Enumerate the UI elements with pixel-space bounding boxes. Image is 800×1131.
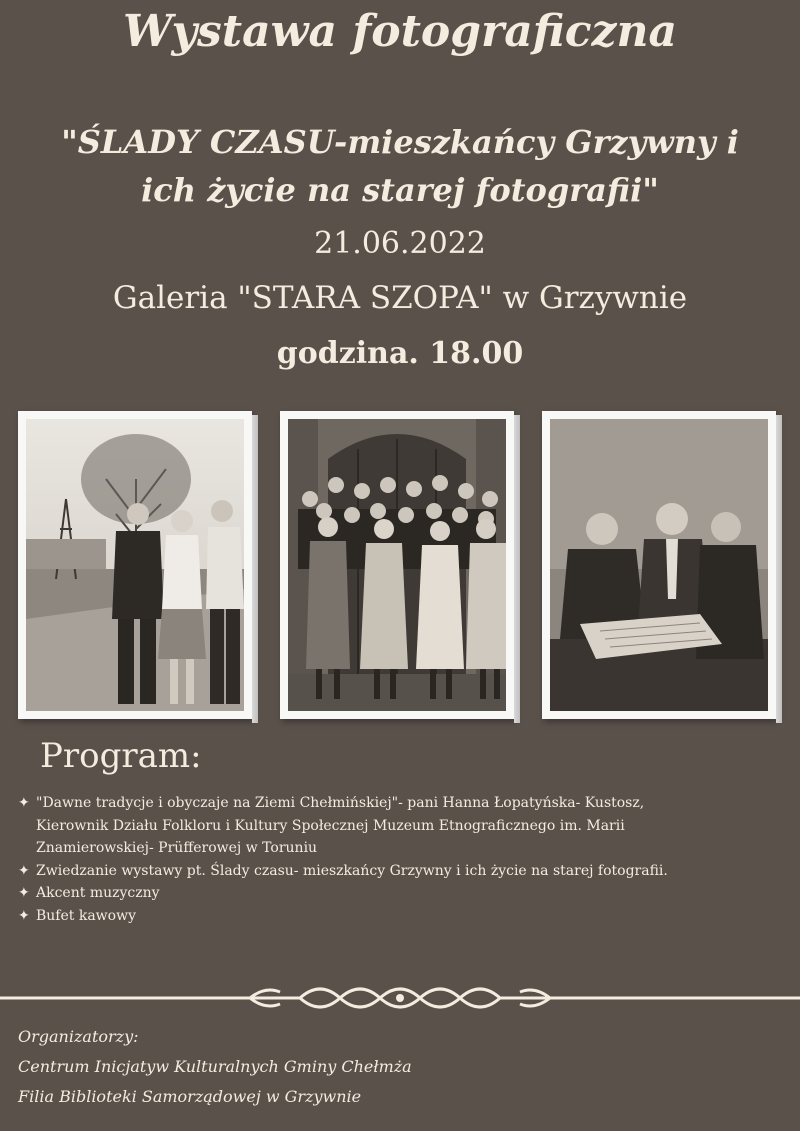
photo-card-3 (542, 411, 776, 719)
old-photo-three-people (26, 419, 244, 711)
exhibition-subtitle (0, 118, 800, 214)
four-point-star-icon: ✦ (18, 862, 30, 879)
organizer-1: Centrum Inicjatyw Kulturalnych Gminy Chełmża (18, 1057, 412, 1076)
old-photo-reading (550, 419, 768, 711)
subtitle-line-2: ich życie na starej fotografii" (141, 171, 659, 209)
four-point-star-icon: ✦ (18, 907, 30, 924)
program-item-line: Zwiedzanie wystawy pt. Ślady czasu- mieszkańcy Grzywny i ich życie na starej fotografii. (36, 862, 668, 879)
organizer-2: Filia Biblioteki Samorządowej w Grzywnie (18, 1087, 362, 1106)
photo-card-1 (18, 411, 252, 719)
ornamental-divider (0, 978, 800, 1018)
program-list (18, 792, 788, 927)
photo-card-2 (280, 411, 514, 719)
event-hour: godzina. 18.00 (276, 336, 524, 371)
old-photo-group (288, 419, 506, 711)
organizers-label: Organizatorzy: (18, 1027, 139, 1046)
program-item (18, 792, 788, 860)
event-venue: Galeria "STARA SZOPA" w Grzywnie (112, 280, 688, 316)
poster-title: Wystawa fotograficzna (123, 6, 677, 57)
program-item-line: Bufet kawowy (36, 907, 136, 924)
organizers (18, 1022, 412, 1112)
program-item-line: Kierownik Działu Folkloru i Kultury Społecznej Muzeum Etnograficznego im. Marii (36, 817, 625, 834)
program-item (18, 860, 788, 883)
program-item (18, 905, 788, 928)
event-date: 21.06.2022 (314, 226, 486, 261)
program-item (18, 882, 788, 905)
four-point-star-icon: ✦ (18, 885, 30, 901)
program-item-line: Akcent muzyczny (36, 885, 160, 901)
program-heading: Program: (40, 736, 202, 776)
program-item-line: Znamierowskiej- Prüfferowej w Toruniu (36, 840, 318, 856)
program-item-line: "Dawne tradycje i obyczaje na Ziemi Chełmińskiej"- pani Hanna Łopatyńska- Kustosz, (36, 795, 645, 811)
subtitle-line-1: "ŚLADY CZASU-mieszkańcy Grzywny i (61, 123, 739, 161)
four-point-star-icon: ✦ (18, 795, 30, 811)
